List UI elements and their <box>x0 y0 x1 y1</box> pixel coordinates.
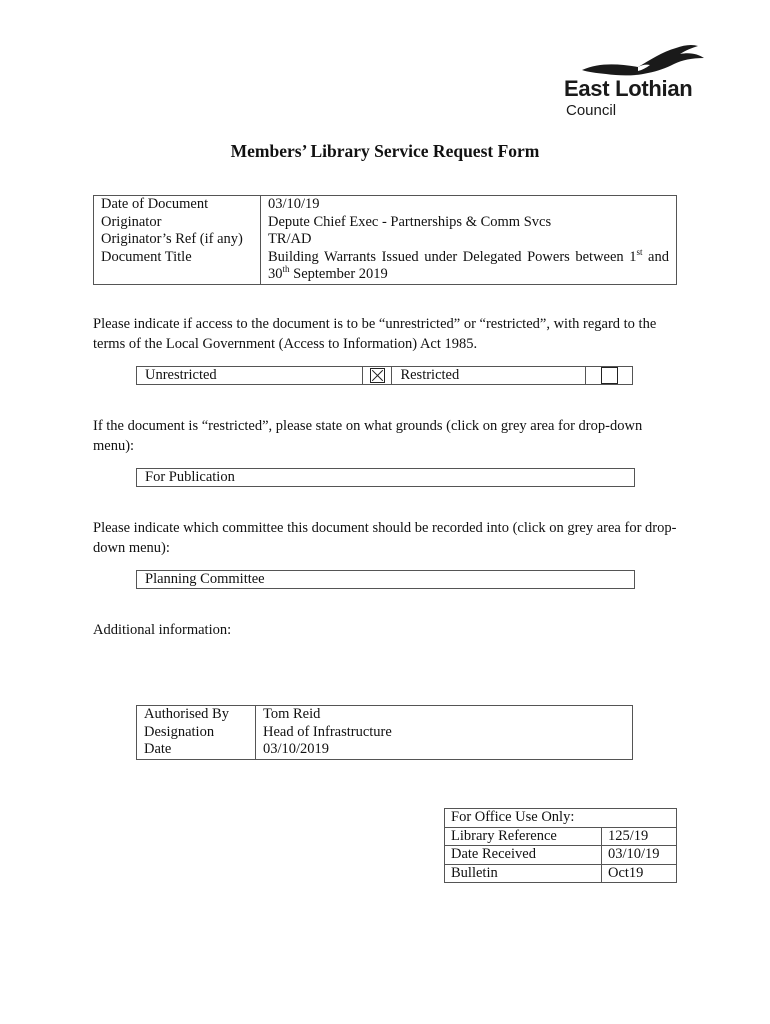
bulletin-label: Bulletin <box>445 864 602 883</box>
unrestricted-label: Unrestricted <box>137 367 363 385</box>
table-row <box>94 231 677 249</box>
eagle-icon <box>580 40 710 80</box>
originator-ref-value[interactable]: TR/AD <box>261 231 677 249</box>
logo-name: East Lothian <box>564 76 693 101</box>
access-instruction: Please indicate if access to the document is to be “unrestricted” or “restricted”, with regard to the terms of the Local Government (Access to Information) Act 1985. <box>93 316 657 352</box>
bulletin-value[interactable]: Oct19 <box>602 864 677 883</box>
table-row <box>137 741 633 759</box>
table-row <box>137 724 633 742</box>
originator-value[interactable]: Depute Chief Exec - Partnerships & Comm Svcs <box>261 214 677 232</box>
grounds-dropdown[interactable]: For Publication <box>136 468 635 487</box>
table-row <box>445 827 677 846</box>
table-row <box>137 706 633 724</box>
committee-instruction: Please indicate which committee this document should be recorded into (click on grey area for drop-down menu): <box>93 520 677 556</box>
office-use-table <box>444 808 677 883</box>
unrestricted-checkbox-cell[interactable] <box>363 367 392 385</box>
grounds-instruction: If the document is “restricted”, please state on what grounds (click on grey area for drop-down menu): <box>93 418 643 454</box>
office-use-heading: For Office Use Only: <box>445 809 677 828</box>
logo-council: Council <box>566 102 617 119</box>
date-received-value[interactable]: 03/10/19 <box>602 846 677 865</box>
committee-dropdown[interactable]: Planning Committee <box>136 570 635 589</box>
document-details-table <box>93 195 677 285</box>
auth-date-value[interactable]: 03/10/2019 <box>256 741 633 759</box>
unrestricted-checkbox[interactable] <box>370 368 385 383</box>
date-of-document-value[interactable]: 03/10/19 <box>261 196 677 214</box>
document-title-label: Document Title <box>94 249 261 285</box>
auth-date-label: Date <box>137 741 256 759</box>
designation-label: Designation <box>137 724 256 742</box>
table-row <box>94 196 677 214</box>
authorised-by-value[interactable]: Tom Reid <box>256 706 633 724</box>
document-title-value[interactable]: Building Warrants Issued under Delegated Powers between 1st and 30th September 2019 <box>261 249 677 285</box>
designation-value[interactable]: Head of Infrastructure <box>256 724 633 742</box>
table-row <box>445 846 677 865</box>
library-reference-value[interactable]: 125/19 <box>602 827 677 846</box>
table-row <box>94 249 677 285</box>
page-title: Members’ Library Service Request Form <box>230 141 540 161</box>
restricted-checkbox-cell[interactable] <box>586 367 633 385</box>
originator-ref-label: Originator’s Ref (if any) <box>94 231 261 249</box>
originator-label: Originator <box>94 214 261 232</box>
table-row <box>94 214 677 232</box>
access-choice-table <box>136 366 633 385</box>
authorised-by-label: Authorised By <box>137 706 256 724</box>
date-of-document-label: Date of Document <box>94 196 261 214</box>
table-row <box>445 864 677 883</box>
library-reference-label: Library Reference <box>445 827 602 846</box>
date-received-label: Date Received <box>445 846 602 865</box>
restricted-checkbox[interactable] <box>601 367 618 384</box>
restricted-label: Restricted <box>392 367 586 385</box>
table-row <box>445 809 677 828</box>
council-logo <box>560 40 730 120</box>
additional-information-label: Additional information: <box>93 622 232 638</box>
authorisation-table <box>136 705 633 760</box>
